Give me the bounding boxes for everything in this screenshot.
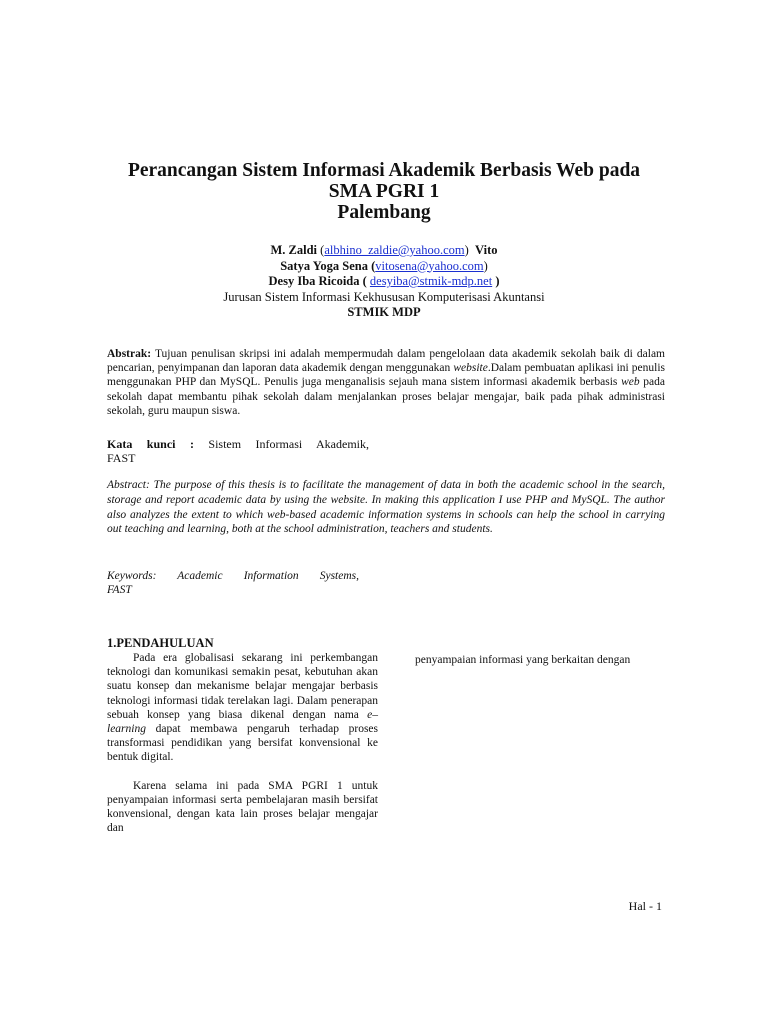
keywords-en-line-2: FAST [107,584,132,596]
abstract-website-term: website [453,362,488,375]
author-3-email-link[interactable]: desyiba@stmik-mdp.net [369,274,493,288]
department: Jurusan Sistem Informasi Kekhususan Komputerisasi Akuntansi [223,289,545,304]
title-line-2: SMA PGRI 1 [328,181,440,202]
institution: STMIK MDP [347,305,421,319]
right-column [415,653,686,667]
keywords-en [107,569,359,597]
elearning-term: e–learning [107,708,378,736]
abstract-id [107,347,665,418]
keywords-id [107,437,369,465]
page-number: Hal - 1 [628,899,662,913]
author-2-name-part2: Satya Yoga Sena [280,258,368,273]
abstract-text-3: pada sekolah dapat membantu pihak sekolah dalam menjalankan proses belajar mengajar, baik pada pihak administrasi sekolah, guru maupun siswa. [107,376,666,417]
keywords-line-1: Sistem Informasi Akademik, [208,437,370,451]
abstract-label: Abstrak: [107,348,152,360]
paragraph-1 [107,651,378,765]
paragraph-2: Karena selama ini pada SMA PGRI 1 untuk penyampaian informasi serta pembelajaran masih bersifat konvensional, dengan kata lain proses belajar mengajar dan [107,779,378,835]
paragraph-1-text-b: dapat membawa pengaruh terhadap proses transformasi pendidikan yang bersifat konvensional ke bentuk digital. [107,723,379,764]
author-line-1: M. Zaldi (albhino_zaldie@yahoo.com) Vito [270,243,498,257]
paper-title [90,160,678,223]
abstract-text-2: .Dalam pembuatan aplikasi ini penulis menggunakan PHP dan MySQL. Penulis juga menganalisis sejauh mana sistem informasi akademik berbasis [107,362,665,389]
paragraph-right: penyampaian informasi yang berkaitan dengan [415,654,631,666]
abstract-text-1: Tujuan penulisan skripsi ini adalah mempermudah dalam pengelolaan data akademik sekolah baik di dalam pencarian, penyimpanan dan laporan data akademik dengan menggunakan [107,348,665,375]
keywords-en-line-1: Keywords: Academic Information Systems, [107,570,359,582]
abstract-en: Abstract: The purpose of this thesis is to facilitate the management of data in both the academic school in the search, storage and report academic data by using the website. In making this application I use PHP and MySQL. The author also analyzes the extent to which web-based academic information systems in schools can help the school in carrying out teaching and learning, both at the school administration, teachers and students. [107,479,665,536]
keywords-label: Kata kunci : [107,437,194,451]
author-1-name: M. Zaldi [270,243,318,257]
author-block [100,243,668,321]
abstract-web-term: web [621,376,640,389]
author-2-name-part1: Vito [475,243,498,257]
section-heading-pendahuluan: 1.PENDAHULUAN [107,636,214,650]
paragraph-1-text-a: Pada era globalisasi sekarang ini perkembangan teknologi dan komunikasi semakin pesat, kebutuhan akan suatu konsep dan mekanisme belajar mengajar berbasis teknologi informasi tidak terelakan lagi. Dalam penerapan sebuah konsep yang biasa dikenal dengan nama [107,652,378,721]
title-line-3: Palembang [337,202,431,223]
title-line-1: Perancangan Sistem Informasi Akademik Berbasis Web pada [127,160,641,181]
author-1-email-link[interactable]: albhino_zaldie@yahoo.com [324,243,465,257]
author-line-3: Desy Iba Ricoida ( desyiba@stmik-mdp.net ) [268,274,500,288]
keywords-line-2: FAST [107,451,136,465]
left-column [107,651,378,835]
author-3-name: Desy Iba Ricoida [268,274,360,288]
author-2-email-link[interactable]: vitosena@yahoo.com [375,258,484,273]
author-line-2: Satya Yoga Sena (vitosena@yahoo.com) [280,258,488,273]
